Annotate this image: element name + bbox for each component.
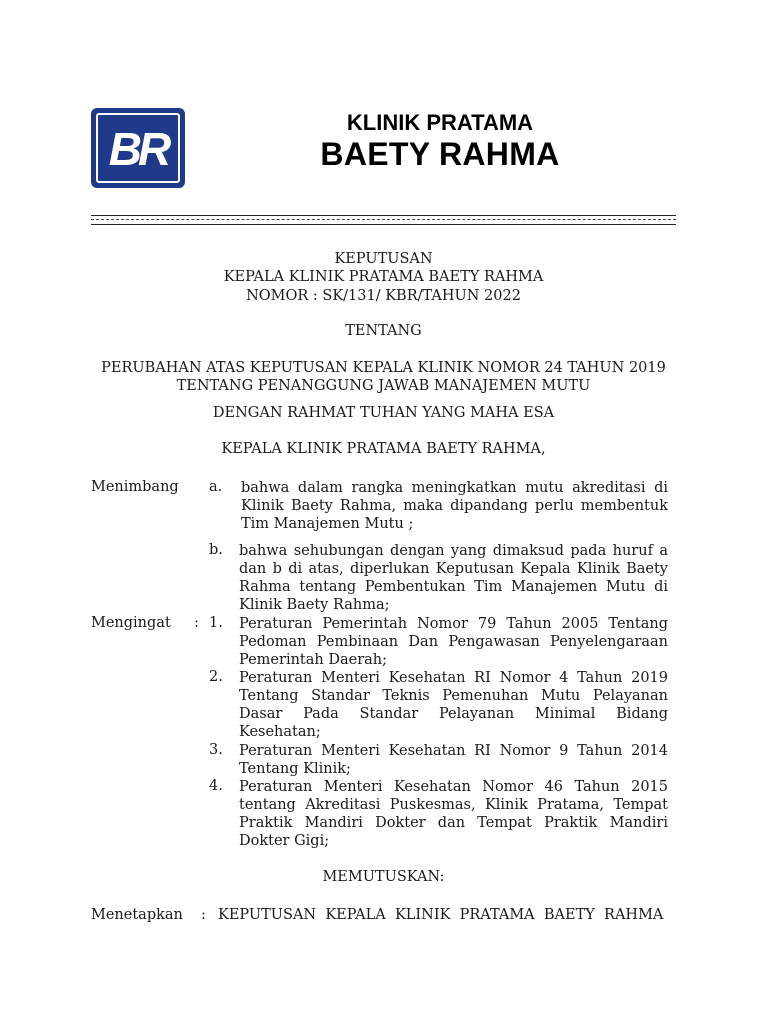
- memutuskan-heading: MEMUTUSKAN:: [322, 869, 445, 885]
- menetapkan-text: KEPUTUSAN KEPALA KLINIK PRATAMA BAETY RAHMA: [218, 907, 664, 923]
- text-line: Pedoman Pembinaan Dan Pengawasan Penyelengaraan: [239, 634, 668, 650]
- mengingat-marker-3: 3.: [209, 742, 223, 758]
- menimbang-label: Menimbang: [91, 479, 179, 495]
- text-line: dan b di atas, diperlukan Keputusan Kepala Klinik Baety: [239, 561, 668, 577]
- subject-line1: PERUBAHAN ATAS KEPUTUSAN KEPALA KLINIK NOMOR 24 TAHUN 2019: [101, 360, 666, 376]
- title-keputusan: KEPUTUSAN: [334, 251, 433, 267]
- menimbang-item-a: [241, 479, 668, 533]
- mengingat-item-1: [239, 615, 668, 669]
- mengingat-item-2: [239, 669, 668, 741]
- menimbang-item-b: [239, 542, 668, 614]
- clinic-logo: [91, 108, 185, 188]
- mengingat-item-3: [239, 742, 668, 778]
- text-line: Dokter Gigi;: [239, 833, 330, 849]
- text-line: tentang Akreditasi Puskesmas, Klinik Pratama, Tempat: [239, 797, 668, 813]
- menetapkan-colon: :: [201, 907, 206, 923]
- authority-line: KEPALA KLINIK PRATAMA BAETY RAHMA,: [221, 441, 546, 457]
- text-line: Pemerintah Daerah;: [239, 652, 387, 668]
- text-line: Peraturan Pemerintah Nomor 79 Tahun 2005 Tentang: [239, 616, 668, 632]
- text-line: Kesehatan;: [239, 724, 321, 740]
- menimbang-marker-b: b.: [209, 542, 223, 558]
- mengingat-label: Mengingat: [91, 615, 171, 631]
- text-line: Tentang Klinik;: [239, 761, 351, 777]
- mengingat-item-4: [239, 778, 668, 850]
- menimbang-marker-a: a.: [209, 479, 223, 495]
- mengingat-marker-1: 1.: [209, 615, 223, 631]
- blessing-line: DENGAN RAHMAT TUHAN YANG MAHA ESA: [212, 405, 555, 421]
- text-line: Peraturan Menteri Kesehatan RI Nomor 9 Tahun 2014: [239, 743, 668, 759]
- text-line: Klinik Baety Rahma;: [239, 597, 390, 613]
- mengingat-marker-2: 2.: [209, 669, 223, 685]
- br-logo-icon: [98, 115, 178, 181]
- menetapkan-label: Menetapkan: [91, 907, 183, 923]
- mengingat-colon: :: [194, 615, 199, 631]
- header-divider: [91, 215, 676, 225]
- subject-line2: TENTANG PENANGGUNG JAWAB MANAJEMEN MUTU: [176, 378, 591, 394]
- logo-text: BR: [108, 123, 168, 175]
- org-name-line2: BAETY RAHMA: [320, 136, 560, 172]
- text-line: Rahma tentang Pembentukan Tim Manajemen Mutu di: [239, 579, 668, 595]
- title-authority: KEPALA KLINIK PRATAMA BAETY RAHMA: [223, 269, 544, 285]
- text-line: Dasar Pada Standar Pelayanan Minimal Bidang: [239, 706, 668, 722]
- text-line: bahwa sehubungan dengan yang dimaksud pada huruf a: [239, 543, 668, 559]
- text-line: Praktik Mandiri Dokter dan Tempat Praktik Mandiri: [239, 815, 668, 831]
- title-tentang: TENTANG: [345, 323, 422, 339]
- text-line: Peraturan Menteri Kesehatan Nomor 46 Tahun 2015: [239, 779, 668, 795]
- text-line: Klinik Baety Rahma, maka dipandang perlu membentuk: [241, 498, 668, 514]
- text-line: bahwa dalam rangka meningkatkan mutu akreditasi di: [241, 480, 668, 496]
- text-line: Tim Manajemen Mutu ;: [241, 516, 414, 532]
- text-line: Tentang Standar Teknis Pemenuhan Mutu Pelayanan: [239, 688, 668, 704]
- mengingat-marker-4: 4.: [209, 778, 223, 794]
- org-name-line1: KLINIK PRATAMA: [346, 110, 534, 135]
- decree-number: NOMOR : SK/131/ KBR/TAHUN 2022: [246, 288, 521, 304]
- text-line: Peraturan Menteri Kesehatan RI Nomor 4 Tahun 2019: [239, 670, 668, 686]
